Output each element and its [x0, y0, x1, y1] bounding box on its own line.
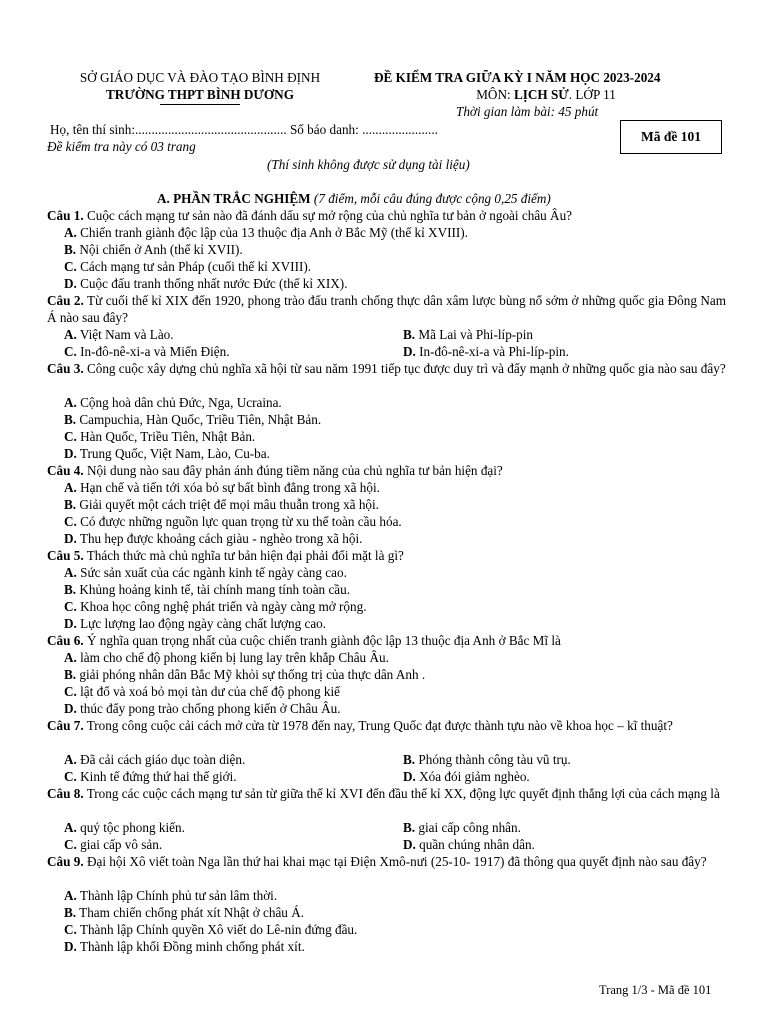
option-label: C. — [64, 684, 77, 699]
option-label: A. — [64, 395, 77, 410]
q8-option-c[interactable] — [64, 836, 162, 853]
option-label: C. — [64, 599, 77, 614]
option-text: quần chúng nhân dân. — [415, 837, 535, 852]
option-label: B. — [64, 582, 77, 597]
option-label: B. — [403, 752, 416, 767]
option-text: Giải quyết một cách triệt để mọi mâu thuẫn trong xã hội. — [76, 497, 379, 512]
q7-option-b[interactable] — [403, 751, 571, 768]
q9-option-b[interactable] — [64, 904, 304, 921]
question-label: Câu 3. — [47, 361, 84, 376]
q2-option-b[interactable] — [403, 326, 533, 343]
exam-code-box — [620, 120, 722, 154]
materials-note: (Thí sinh không được sử dụng tài liệu) — [267, 157, 470, 172]
option-text: Phóng thành công tàu vũ trụ. — [415, 752, 571, 767]
option-label: A. — [64, 888, 77, 903]
question-6 — [47, 632, 727, 649]
q5-option-b[interactable] — [64, 581, 350, 598]
school-name: TRƯỜNG THPT BÌNH DƯƠNG — [106, 87, 294, 102]
option-label: C. — [64, 259, 77, 274]
subject-prefix: MÔN: — [476, 87, 514, 102]
q4-option-c[interactable] — [64, 513, 402, 530]
q3-option-b[interactable] — [64, 411, 321, 428]
option-text: Hạn chế và tiến tới xóa bỏ sự bất bình đẳng trong xã hội. — [76, 480, 380, 495]
option-text: Thành lập Chính phủ tư sản lâm thời. — [76, 888, 278, 903]
question-text: Cuộc cách mạng tư sản nào đã đánh dấu sự mở rộng của chủ nghĩa tư bản ở ngoài châu Âu? — [83, 208, 573, 223]
option-text: In-đô-nê-xi-a và Phi-líp-pin. — [415, 344, 569, 359]
option-label: B. — [64, 412, 77, 427]
question-text: Từ cuối thế kỉ XIX đến 1920, phong trào đấu tranh chống thực dân xâm lược bùng nổ sớm ở những quốc gia Đông Nam Á nào sau đây? — [47, 293, 727, 325]
section-heading — [157, 190, 551, 207]
q9-option-c[interactable] — [64, 921, 357, 938]
option-text: Thành lập Chính quyền Xô viết do Lê-nin đứng đầu. — [76, 922, 358, 937]
option-text: Mã Lai và Phi-líp-pin — [415, 327, 534, 342]
q3-option-c[interactable] — [64, 428, 255, 445]
option-label: C. — [64, 344, 77, 359]
section-note: (7 điểm, mỗi câu đúng được cộng 0,25 điểm) — [310, 191, 551, 206]
option-text: Đã cải cách giáo dục toàn diện. — [76, 752, 246, 767]
option-text: Cuộc đấu tranh thống nhất nước Đức (thế kỉ XIX). — [76, 276, 348, 291]
q5-option-c[interactable] — [64, 598, 367, 615]
q9-option-a[interactable] — [64, 887, 277, 904]
option-label: A. — [64, 480, 77, 495]
q6-option-b[interactable] — [64, 666, 425, 683]
q7-option-c[interactable] — [64, 768, 237, 785]
q4-option-a[interactable] — [64, 479, 380, 496]
option-text: Lực lượng lao động ngày càng chất lượng cao. — [76, 616, 327, 631]
q3-option-a[interactable] — [64, 394, 282, 411]
option-label: C. — [64, 837, 77, 852]
q4-option-d[interactable] — [64, 530, 362, 547]
question-text: Công cuộc xây dựng chủ nghĩa xã hội từ sau năm 1991 tiếp tục được duy trì và đẩy mạnh ở những quốc gia nào sau đây? — [83, 361, 726, 376]
option-label: A. — [64, 327, 77, 342]
page-count-note: Đề kiểm tra này có 03 trang — [47, 139, 196, 154]
q2-option-c[interactable] — [64, 343, 230, 360]
q7-option-d[interactable] — [403, 768, 530, 785]
option-label: C. — [64, 429, 77, 444]
q3-option-d[interactable] — [64, 445, 270, 462]
option-text: giai cấp vô sản. — [76, 837, 163, 852]
page-footer: Trang 1/3 - Mã đề 101 — [599, 983, 712, 997]
option-label: D. — [64, 276, 77, 291]
option-label: B. — [403, 327, 416, 342]
option-label: D. — [403, 344, 416, 359]
exam-code: Mã đề 101 — [641, 129, 701, 144]
q1-option-b[interactable] — [64, 241, 243, 258]
option-label: B. — [403, 820, 416, 835]
exam-duration: Thời gian làm bài: 45 phút — [456, 104, 599, 119]
question-label: Câu 4. — [47, 463, 84, 478]
q1-option-d[interactable] — [64, 275, 348, 292]
option-text: làm cho chế độ phong kiến bị lung lay trên khắp Châu Âu. — [76, 650, 389, 665]
option-label: D. — [403, 769, 416, 784]
option-label: B. — [64, 242, 77, 257]
subject-line — [446, 86, 646, 103]
option-label: D. — [64, 531, 77, 546]
option-text: lật đổ và xoá bỏ mọi tàn dư của chế độ phong kiế — [76, 684, 340, 699]
option-label: B. — [64, 497, 77, 512]
question-4 — [47, 462, 727, 479]
option-text: Campuchia, Hàn Quốc, Triều Tiên, Nhật Bản. — [76, 412, 322, 427]
option-text: Chiến tranh giành độc lập của 13 thuộc địa Anh ở Bắc Mỹ (thế kỉ XVIII). — [76, 225, 468, 240]
question-8 — [47, 785, 726, 802]
question-text: Nội dung nào sau đây phản ánh đúng tiềm năng của chủ nghĩa tư bản hiện đại? — [83, 463, 503, 478]
option-text: Sức sản xuất của các ngành kinh tế ngày càng cao. — [76, 565, 347, 580]
q5-option-d[interactable] — [64, 615, 326, 632]
option-text: Thu hẹp được khoảng cách giàu - nghèo trong xã hội. — [76, 531, 363, 546]
option-text: Xóa đói giảm nghèo. — [415, 769, 530, 784]
q8-option-b[interactable] — [403, 819, 521, 836]
question-1 — [47, 207, 727, 224]
q8-option-d[interactable] — [403, 836, 535, 853]
section-title: A. PHẦN TRẮC NGHIỆM — [157, 191, 311, 206]
option-label: B. — [64, 905, 77, 920]
q6-option-d[interactable] — [64, 700, 341, 717]
option-label: C. — [64, 514, 77, 529]
option-text: Hàn Quốc, Triều Tiên, Nhật Bản. — [76, 429, 256, 444]
option-label: A. — [64, 225, 77, 240]
question-label: Câu 1. — [47, 208, 84, 223]
student-info-line: Họ, tên thí sinh:.............................................. Số báo danh: ....................... — [50, 122, 438, 137]
option-label: D. — [64, 616, 77, 631]
option-label: D. — [64, 446, 77, 461]
school-underline — [160, 104, 240, 105]
q9-option-d[interactable] — [64, 938, 305, 955]
option-text: giai cấp công nhân. — [415, 820, 521, 835]
option-label: B. — [64, 667, 77, 682]
q1-option-c[interactable] — [64, 258, 311, 275]
question-7 — [47, 717, 726, 734]
q5-option-a[interactable] — [64, 564, 347, 581]
question-label: Câu 8. — [47, 786, 84, 801]
option-text: giải phóng nhân dân Bắc Mỹ khỏi sự thống trị của thực dân Anh . — [76, 667, 426, 682]
subject-name: LỊCH SỬ — [513, 87, 569, 102]
q2-option-a[interactable] — [64, 326, 174, 343]
question-label: Câu 2. — [47, 293, 84, 308]
q1-option-a[interactable] — [64, 224, 468, 241]
option-text: thúc đẩy pong trào chống phong kiến ở Châu Âu. — [76, 701, 341, 716]
option-text: Thành lập khối Đồng minh chống phát xít. — [76, 939, 305, 954]
subject-suffix: . LỚP 11 — [568, 87, 616, 102]
question-5 — [47, 547, 727, 564]
option-text: Cách mạng tư sản Pháp (cuối thế kỉ XVIII). — [76, 259, 312, 274]
q7-option-a[interactable] — [64, 751, 245, 768]
q4-option-b[interactable] — [64, 496, 379, 513]
question-9 — [47, 853, 726, 870]
option-label: A. — [64, 650, 77, 665]
question-text: Thách thức mà chủ nghĩa tư bản hiện đại phải đối mặt là gì? — [83, 548, 404, 563]
option-text: quý tộc phong kiến. — [76, 820, 185, 835]
option-text: Có được những nguồn lực quan trọng từ xu thế toàn cầu hóa. — [76, 514, 402, 529]
q6-option-c[interactable] — [64, 683, 340, 700]
option-label: A. — [64, 820, 77, 835]
question-label: Câu 6. — [47, 633, 84, 648]
option-label: C. — [64, 922, 77, 937]
option-text: In-đô-nê-xi-a và Miến Điện. — [76, 344, 230, 359]
question-text: Trong các cuộc cách mạng tư sản từ giữa thế kỉ XVI đến đầu thế kỉ XX, động lực quyết định thắng lợi của cách mạng là — [83, 786, 720, 801]
option-label: D. — [64, 701, 77, 716]
question-text: Ý nghĩa quan trọng nhất của cuộc chiến tranh giành độc lập 13 thuộc địa Anh ở Bắc Mĩ là — [83, 633, 561, 648]
question-text: Trong công cuộc cải cách mở cửa từ 1978 đến nay, Trung Quốc đạt được thành tựu nào về khoa học – kĩ thuật? — [83, 718, 673, 733]
option-label: D. — [64, 939, 77, 954]
exam-title: ĐỀ KIỂM TRA GIỮA KỲ I NĂM HỌC 2023-2024 — [374, 70, 661, 85]
option-text: Nội chiến ở Anh (thế kỉ XVII). — [76, 242, 243, 257]
option-text: Cộng hoà dân chủ Đức, Nga, Ucraina. — [76, 395, 282, 410]
option-text: Kinh tế đứng thứ hai thế giới. — [76, 769, 237, 784]
question-label: Câu 9. — [47, 854, 84, 869]
department-name: SỞ GIÁO DỤC VÀ ĐÀO TẠO BÌNH ĐỊNH — [79, 70, 321, 85]
q8-option-a[interactable] — [64, 819, 185, 836]
option-label: A. — [64, 565, 77, 580]
q6-option-a[interactable] — [64, 649, 389, 666]
option-label: C. — [64, 769, 77, 784]
question-text: Đại hội Xô viết toàn Nga lần thứ hai khai mạc tại Điện Xmô-nưi (25-10- 1917) đã thông qua quyết định nào sau đây? — [83, 854, 707, 869]
option-text: Tham chiến chống phát xít Nhật ở châu Á. — [76, 905, 305, 920]
question-3 — [47, 360, 726, 377]
option-label: D. — [403, 837, 416, 852]
option-text: Khủng hoảng kinh tế, tài chính mang tính toàn cầu. — [76, 582, 351, 597]
question-2 — [47, 292, 726, 326]
option-label: A. — [64, 752, 77, 767]
question-label: Câu 5. — [47, 548, 84, 563]
q2-option-d[interactable] — [403, 343, 569, 360]
question-label: Câu 7. — [47, 718, 84, 733]
option-text: Việt Nam và Lào. — [76, 327, 174, 342]
option-text: Trung Quốc, Việt Nam, Lào, Cu-ba. — [76, 446, 270, 461]
option-text: Khoa học công nghệ phát triển và ngày càng mở rộng. — [76, 599, 367, 614]
